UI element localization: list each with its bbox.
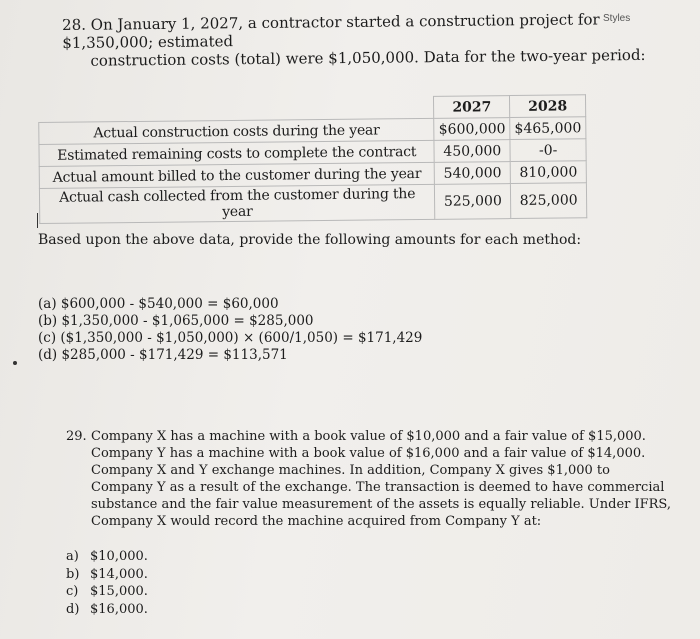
cell-2027: 525,000: [435, 184, 511, 220]
question-28-text: [62, 10, 653, 70]
option-text: $15,000.: [90, 584, 148, 599]
bullet-dot: [13, 361, 17, 365]
option-c[interactable]: [66, 583, 148, 601]
question-28-number: 28.: [62, 15, 87, 34]
row-label: Actual construction costs during the year: [39, 118, 435, 144]
answer-c: (c) ($1,350,000 - $1,050,000) × (600/1,050) = $171,429: [38, 330, 423, 346]
table-header-2028: 2028: [510, 95, 586, 118]
question-29-line: Company X would record the machine acquired from Company Y at:: [91, 514, 542, 529]
option-b[interactable]: [66, 566, 148, 584]
option-a[interactable]: [66, 548, 148, 566]
cell-2027: $600,000: [434, 118, 510, 141]
answer-d: (d) $285,000 - $171,429 = $113,571: [38, 347, 288, 363]
question-29-line: substance and the fair value measurement of the assets is equally reliable. Under IFRS,: [91, 497, 671, 512]
option-letter: b): [66, 566, 80, 582]
cell-2027: 540,000: [435, 162, 511, 185]
row-label: Actual cash collected from the customer during the year: [39, 184, 435, 223]
table-row: [39, 183, 586, 224]
question-29-number: 29.: [66, 429, 87, 444]
row-label: Estimated remaining costs to complete the contract: [39, 140, 435, 166]
styles-label[interactable]: Styles: [603, 13, 631, 24]
option-text: $14,000.: [90, 566, 148, 582]
cell-2028: 825,000: [511, 183, 587, 219]
cell-2028: 810,000: [510, 161, 586, 184]
question-29-line: Company Y has a machine with a book value of $16,000 and a fair value of $14,000.: [91, 446, 646, 461]
option-letter: a): [66, 549, 79, 564]
question-28-line-2: construction costs (total) were $1,050,000. Data for the two-year period:: [90, 45, 646, 70]
option-text: $16,000.: [90, 601, 148, 617]
cell-2028: $465,000: [510, 117, 586, 140]
text-cursor: [37, 213, 38, 228]
question-29-line: Company X has a machine with a book value of $10,000 and a fair value of $15,000.: [91, 429, 646, 444]
answer-a: (a) $600,000 - $540,000 = $60,000: [38, 296, 279, 312]
question-28-answers: [38, 296, 422, 364]
construction-data-table: [38, 94, 587, 224]
question-28-prompt: Based upon the above data, provide the following amounts for each method:: [38, 232, 582, 248]
cell-2027: 450,000: [434, 140, 510, 163]
answer-b: (b) $1,350,000 - $1,065,000 = $285,000: [38, 313, 314, 329]
option-letter: d): [66, 601, 80, 617]
cell-2028: -0-: [510, 139, 586, 162]
option-d[interactable]: [66, 601, 148, 619]
question-28-line-1: On January 1, 2027, a contractor started a construction project for $1,350,000; estimated: [62, 10, 600, 52]
table-header-2027: 2027: [434, 96, 510, 119]
option-text: $10,000.: [90, 549, 148, 564]
question-29-line: Company Y as a result of the exchange. The transaction is deemed to have commercial: [91, 480, 665, 495]
question-29-options: [66, 548, 148, 618]
option-letter: c): [66, 584, 79, 599]
question-29-line: Company X and Y exchange machines. In addition, Company X gives $1,000 to: [91, 463, 610, 478]
row-label: Actual amount billed to the customer during the year: [39, 162, 435, 188]
question-29-text: [66, 428, 671, 530]
